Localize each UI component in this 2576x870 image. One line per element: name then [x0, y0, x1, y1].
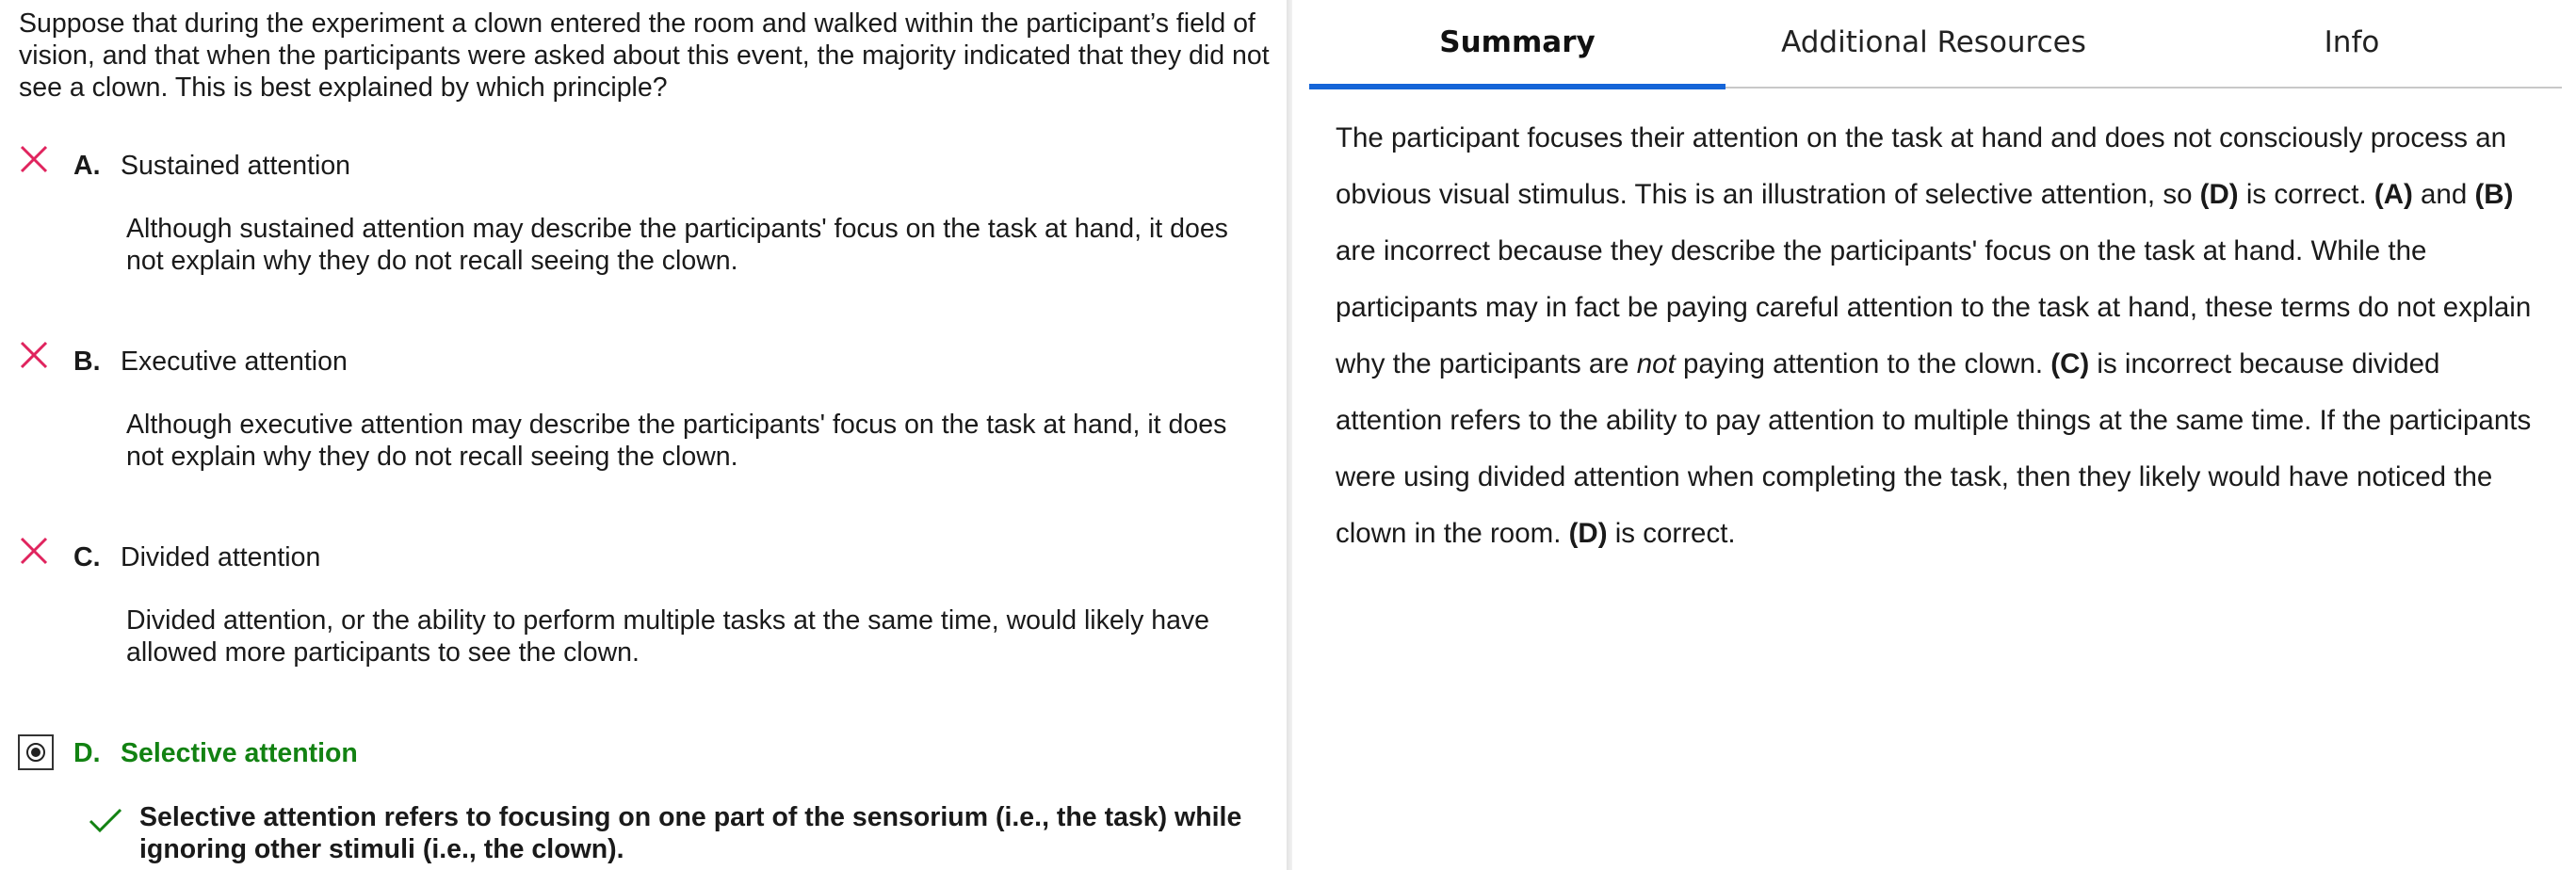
- summary-segment: is incorrect because divided attention refers to the ability to pay attention to multiple things at the same time. If the participants were using divided attention when completing the task, then they likely would have noticed the clown in the room.: [1336, 348, 2532, 549]
- explanation-tabs: [1309, 0, 2562, 90]
- question-stem: Suppose that during the experiment a clown entered the room and walked within the participant’s field of vision, and that when the participants were asked about this event, the majority indicated that they did not see a clown. This is best explained by which principle?: [19, 8, 1270, 103]
- option-letter: B.: [73, 346, 101, 377]
- option-d-explanation: Selective attention refers to focusing on one part of the sensorium (i.e., the task) while ignoring other stimuli (i.e., the clown).: [139, 802, 1242, 864]
- option-a-explanation: Although sustained attention may describe the participants' focus on the task at hand, it does not explain why they do not recall seeing the clown.: [126, 214, 1228, 276]
- radio-selected-icon[interactable]: [18, 734, 54, 770]
- option-label: Executive attention: [121, 346, 348, 377]
- option-b-explanation: Although executive attention may describe the participants' focus on the task at hand, it does not explain why they do not recall seeing the clown.: [126, 410, 1227, 472]
- summary-segment: are incorrect because they describe the participants' focus on the task at hand. While the participants may in fact be paying careful attention to the task at hand, these terms do not explain why the participants are: [1336, 235, 2532, 379]
- option-letter: D.: [73, 738, 101, 768]
- summary-segment: paying attention to the clown.: [1675, 348, 2051, 379]
- explanation-pane: [1292, 0, 2576, 870]
- summary-segment: is correct.: [1607, 518, 1736, 549]
- active-tab-indicator: [1309, 84, 1725, 89]
- summary-segment: (B): [2474, 179, 2514, 210]
- option-label: Sustained attention: [121, 151, 351, 181]
- radio-dot: [31, 748, 41, 757]
- tab-summary[interactable]: Summary: [1439, 25, 1596, 59]
- option-c-explanation: Divided attention, or the ability to perform multiple tasks at the same time, would likely have allowed more participants to see the clown.: [126, 605, 1210, 668]
- option-letter: A.: [73, 151, 101, 181]
- checkmark-icon: [87, 804, 124, 836]
- summary-segment: (C): [2050, 348, 2090, 379]
- tab-additional-resources[interactable]: Additional Resources: [1781, 25, 2086, 59]
- summary-segment: The participant focuses their attention on the task at hand and does not consciously process an obvious visual stimulus. This is an illustration of selective attention, so: [1336, 122, 2507, 210]
- incorrect-x-icon: [18, 535, 50, 567]
- incorrect-x-icon: [18, 143, 50, 175]
- summary-segment: is correct.: [2238, 179, 2374, 210]
- summary-text: [1336, 110, 2551, 562]
- summary-segment: (D): [1568, 518, 1608, 549]
- option-label: Divided attention: [121, 542, 321, 572]
- option-label: Selective attention: [121, 738, 358, 768]
- question-pane: [0, 0, 1287, 870]
- tab-info[interactable]: Info: [2324, 25, 2380, 59]
- summary-segment: and: [2412, 179, 2475, 210]
- summary-segment: (D): [2199, 179, 2239, 210]
- incorrect-x-icon: [18, 339, 50, 371]
- summary-segment: (A): [2373, 179, 2413, 210]
- summary-segment: not: [1636, 348, 1676, 379]
- option-letter: C.: [73, 542, 101, 572]
